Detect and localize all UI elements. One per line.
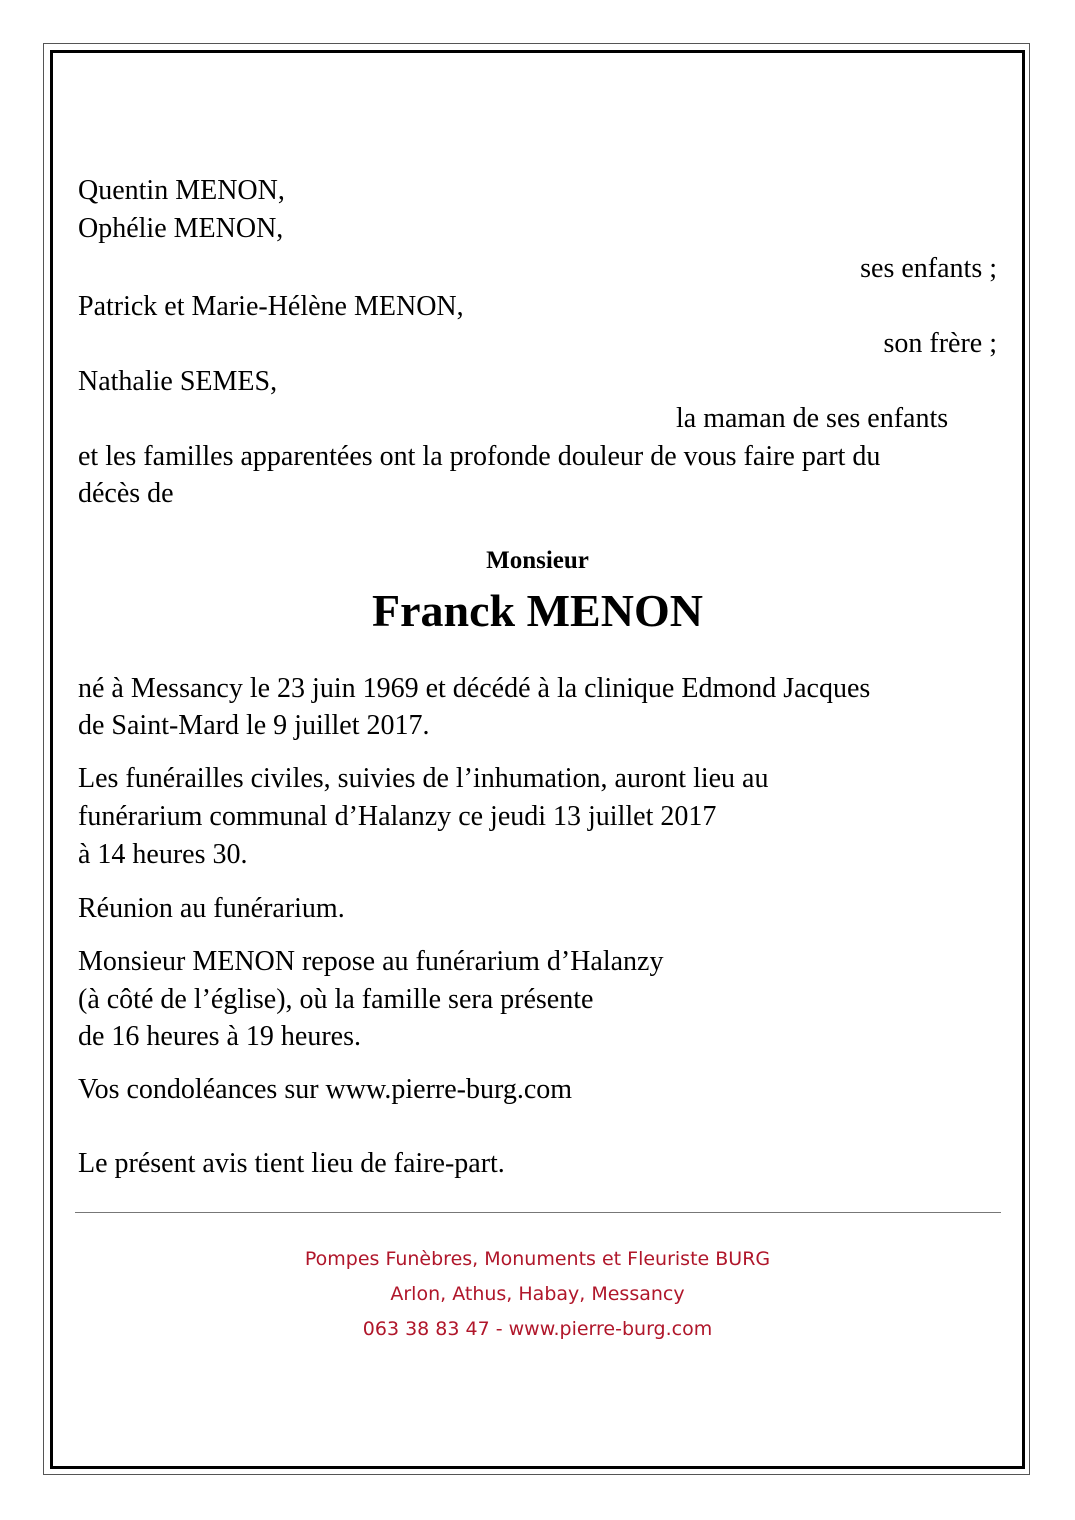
child-name: Ophélie MENON, [78, 213, 284, 244]
deceased-title: Monsieur [486, 547, 589, 574]
rest-text: Monsieur MENON repose au funérarium d’Halanzy [78, 946, 664, 977]
announcement-text: décès de [78, 478, 174, 509]
funeral-text: funérarium communal d’Halanzy ce jeudi 13 juillet 2017 [78, 801, 717, 832]
birth-death-text: né à Messancy le 23 juin 1969 et décédé à la clinique Edmond Jacques [78, 673, 871, 704]
condolences-text: Vos condoléances sur www.pierre-burg.com [78, 1074, 573, 1105]
gathering-text: Réunion au funérarium. [78, 893, 345, 924]
funeral-text: Les funérailles civiles, suivies de l’inhumation, auront lieu au [78, 763, 769, 794]
footer-contact: 063 38 83 47 - www.pierre-burg.com [362, 1318, 713, 1340]
divider [75, 1212, 1001, 1213]
children-role: ses enfants ; [860, 253, 997, 284]
announcement-text: et les familles apparentées ont la profonde douleur de vous faire part du [78, 441, 881, 472]
birth-death-text: de Saint-Mard le 9 juillet 2017. [78, 710, 430, 741]
rest-text: de 16 heures à 19 heures. [78, 1021, 362, 1052]
deceased-name: Franck MENON [372, 585, 703, 636]
footer-company: Pompes Funèbres, Monuments et Fleuriste BURG [304, 1248, 771, 1270]
child-name: Quentin MENON, [78, 175, 285, 206]
partner-name: Nathalie SEMES, [78, 366, 278, 397]
sibling-role: son frère ; [883, 328, 997, 359]
funeral-text: à 14 heures 30. [78, 839, 248, 870]
notice-text: Le présent avis tient lieu de faire-part. [78, 1148, 505, 1179]
sibling-name: Patrick et Marie-Hélène MENON, [78, 291, 464, 322]
rest-text: (à côté de l’église), où la famille sera présente [78, 984, 594, 1015]
footer-locations: Arlon, Athus, Habay, Messancy [390, 1283, 685, 1305]
partner-role: la maman de ses enfants [676, 403, 949, 434]
